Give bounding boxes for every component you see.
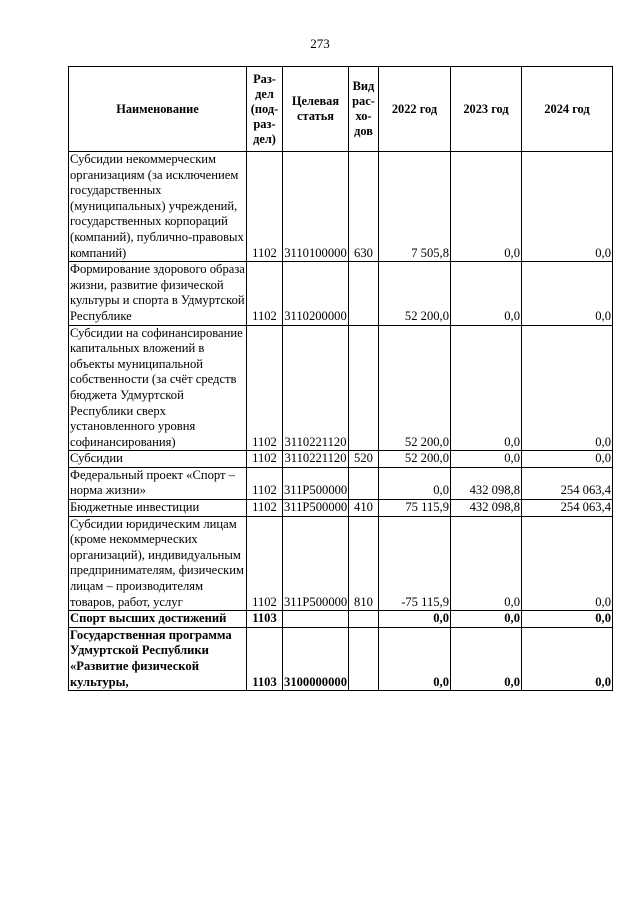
row-2022: 7 505,8 [379, 152, 451, 262]
row-2022: 52 200,0 [379, 262, 451, 325]
row-section: 1102 [247, 516, 283, 611]
row-expense-type: 410 [349, 500, 379, 517]
row-2024: 0,0 [522, 627, 613, 690]
row-2024: 0,0 [522, 611, 613, 628]
budget-table [68, 66, 613, 691]
row-target: 311P500000 [283, 467, 349, 499]
row-name: Формирование здорового образа жизни, развитие физической культуры и спорта в Удмуртской Республике [69, 262, 247, 325]
row-2023: 432 098,8 [451, 467, 522, 499]
row-2023: 0,0 [451, 325, 522, 451]
row-2024: 0,0 [522, 262, 613, 325]
table-row [69, 516, 613, 611]
row-expense-type [349, 262, 379, 325]
row-target: 3110100000 [283, 152, 349, 262]
row-2023: 0,0 [451, 627, 522, 690]
row-expense-type: 630 [349, 152, 379, 262]
row-section: 1103 [247, 627, 283, 690]
row-name: Спорт высших достижений [69, 611, 247, 628]
row-section: 1102 [247, 467, 283, 499]
table-row [69, 467, 613, 499]
header-section: Раз- дел (под- раз- дел) [247, 67, 283, 152]
table-row [69, 500, 613, 517]
table-row [69, 325, 613, 451]
row-section: 1102 [247, 451, 283, 468]
header-name: Наименование [69, 67, 247, 152]
row-2024: 0,0 [522, 451, 613, 468]
row-2024: 0,0 [522, 325, 613, 451]
row-2022: 52 200,0 [379, 451, 451, 468]
table-row [69, 627, 613, 690]
row-2022: 0,0 [379, 627, 451, 690]
row-section: 1103 [247, 611, 283, 628]
header-2023: 2023 год [451, 67, 522, 152]
row-name: Субсидии юридическим лицам (кроме некоммерческих организаций), индивидуальным предпринимателям, физическим лицам – производителям товаров, работ, услуг [69, 516, 247, 611]
table-row [69, 611, 613, 628]
row-name: Субсидии некоммерческим организациям (за исключением государственных (муниципальных) учреждений, государственных корпораций (компаний), публично-правовых компаний) [69, 152, 247, 262]
table-row [69, 451, 613, 468]
row-target: 3110200000 [283, 262, 349, 325]
row-2024: 254 063,4 [522, 467, 613, 499]
row-target [283, 611, 349, 628]
row-expense-type [349, 467, 379, 499]
row-2023: 0,0 [451, 152, 522, 262]
row-2022: 0,0 [379, 467, 451, 499]
row-target: 3110221120 [283, 451, 349, 468]
header-target: Целевая статья [283, 67, 349, 152]
row-2024: 254 063,4 [522, 500, 613, 517]
row-name: Государственная программа Удмуртской Республики «Развитие физической культуры, [69, 627, 247, 690]
row-section: 1102 [247, 262, 283, 325]
header-row [69, 67, 613, 152]
row-2024: 0,0 [522, 152, 613, 262]
header-2022: 2022 год [379, 67, 451, 152]
row-2022: 0,0 [379, 611, 451, 628]
row-name: Субсидии на софинансирование капитальных вложений в объекты муниципальной собственности (за счёт средств бюджета Удмуртской Республики сверх установленного уровня софинансирования) [69, 325, 247, 451]
header-expense-type: Вид рас- хо- дов [349, 67, 379, 152]
row-2022: -75 115,9 [379, 516, 451, 611]
row-expense-type [349, 611, 379, 628]
row-name: Субсидии [69, 451, 247, 468]
table-row [69, 152, 613, 262]
row-2023: 0,0 [451, 611, 522, 628]
row-name: Бюджетные инвестиции [69, 500, 247, 517]
row-expense-type [349, 627, 379, 690]
page-number: 273 [310, 36, 330, 51]
row-2023: 0,0 [451, 451, 522, 468]
row-2023: 0,0 [451, 262, 522, 325]
header-2024: 2024 год [522, 67, 613, 152]
row-2022: 52 200,0 [379, 325, 451, 451]
row-2023: 0,0 [451, 516, 522, 611]
row-target: 311P500000 [283, 516, 349, 611]
row-expense-type: 520 [349, 451, 379, 468]
row-section: 1102 [247, 500, 283, 517]
row-2022: 75 115,9 [379, 500, 451, 517]
row-expense-type: 810 [349, 516, 379, 611]
row-target: 311P500000 [283, 500, 349, 517]
row-name: Федеральный проект «Спорт – норма жизни» [69, 467, 247, 499]
row-section: 1102 [247, 325, 283, 451]
row-2023: 432 098,8 [451, 500, 522, 517]
row-section: 1102 [247, 152, 283, 262]
row-target: 3110221120 [283, 325, 349, 451]
row-2024: 0,0 [522, 516, 613, 611]
table-row [69, 262, 613, 325]
row-expense-type [349, 325, 379, 451]
row-target: 3100000000 [283, 627, 349, 690]
